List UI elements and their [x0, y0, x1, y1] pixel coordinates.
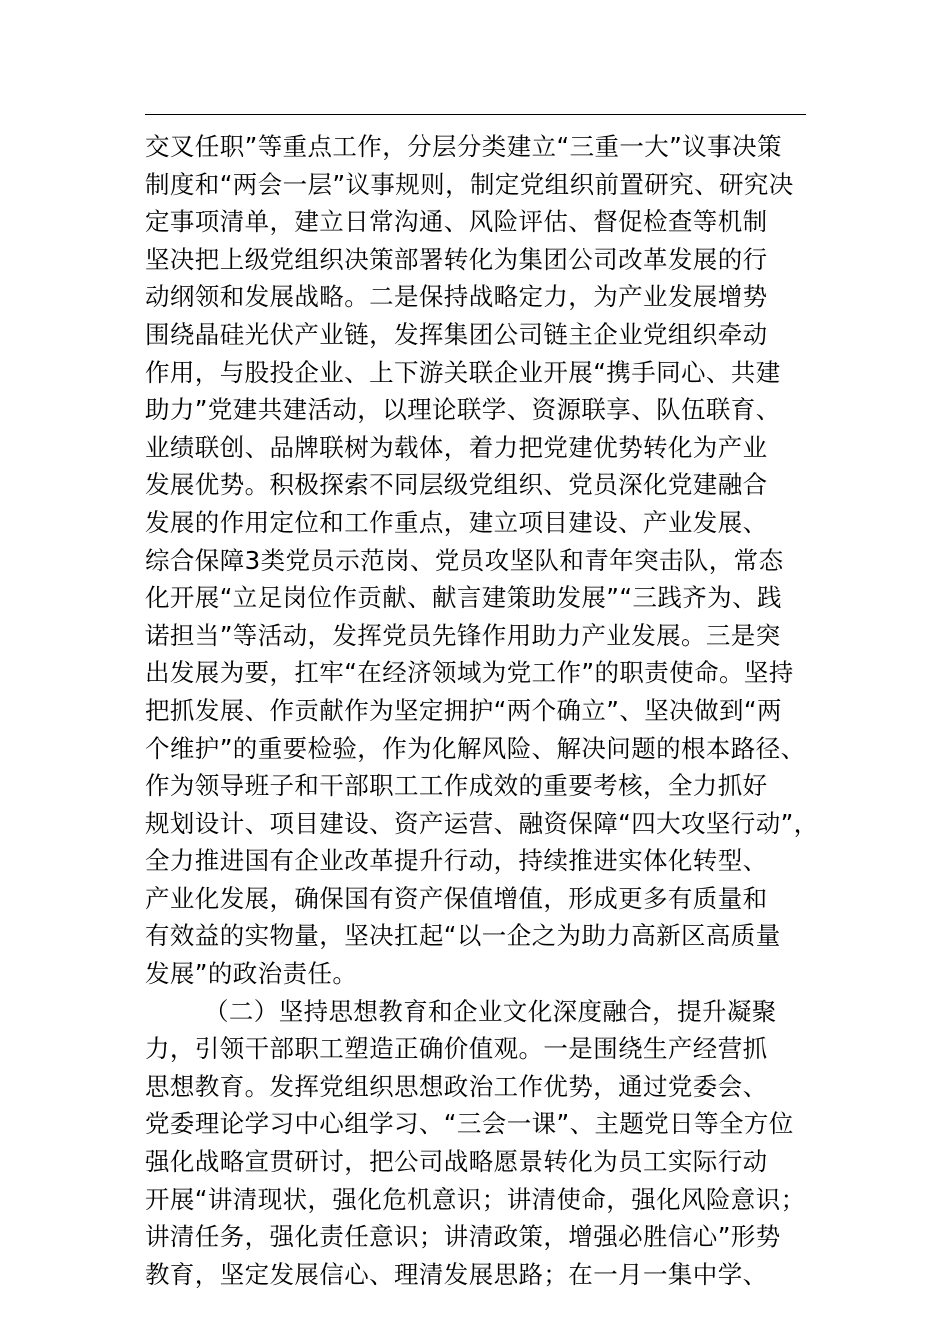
document-body	[145, 128, 835, 1293]
text-line: 力，引领干部职工塑造正确价值观。一是围绕生产经营抓	[145, 1034, 768, 1064]
text-line: 作用，与股投企业、上下游关联企业开展“携手同心、共建	[145, 357, 781, 387]
text-line: 发展的作用定位和工作重点，建立项目建设、产业发展、	[145, 507, 768, 537]
text-line: 出发展为要，扛牢“在经济领域为党工作”的职责使命。坚持	[145, 658, 794, 688]
text-line: 讲清任务，强化责任意识；讲清政策，增强必胜信心”形势	[145, 1222, 781, 1252]
text-line: 助力”党建共建活动，以理论联学、资源联享、队伍联育、	[145, 395, 781, 425]
text-line: 规划设计、项目建设、资产运营、融资保障“四大攻坚行动”，	[145, 808, 819, 838]
text-line: 制度和“两会一层”议事规则，制定党组织前置研究、研究决	[145, 169, 794, 199]
text-line: 坚决把上级党组织决策部署转化为集团公司改革发展的行	[145, 244, 768, 274]
text-line: 发展”的政治责任。	[145, 959, 358, 989]
text-line: 定事项清单，建立日常沟通、风险评估、督促检查等机制	[145, 207, 768, 237]
text-line: 诺担当”等活动，发挥党员先锋作用助力产业发展。三是突	[145, 620, 781, 650]
text-line: 综合保障3类党员示范岗、党员攻坚队和青年突击队，常态	[145, 545, 784, 575]
text-line: 产业化发展，确保国有资产保值增值，形成更多有质量和	[145, 883, 768, 913]
text-line: 围绕晶硅光伏产业链，发挥集团公司链主企业党组织牵动	[145, 319, 768, 349]
text-line: 开展“讲清现状，强化危机意识；讲清使命，强化风险意识；	[145, 1184, 806, 1214]
text-line: 化开展“立足岗位作贡献、献言建策助发展”“三践齐为、践	[145, 583, 782, 613]
text-line: 思想教育。发挥党组织思想政治工作优势，通过党委会、	[145, 1071, 768, 1101]
text-line: 发展优势。积极探索不同层级党组织、党员深化党建融合	[145, 470, 768, 500]
text-line: 全力推进国有企业改革提升行动，持续推进实体化转型、	[145, 846, 768, 876]
text-line: 动纲领和发展战略。二是保持战略定力，为产业发展增势	[145, 282, 768, 312]
text-line: 把抓发展、作贡献作为坚定拥护“两个确立”、坚决做到“两	[145, 695, 782, 725]
text-line: 业绩联创、品牌联树为载体，着力把党建优势转化为产业	[145, 432, 768, 462]
text-line: 有效益的实物量，坚决扛起“以一企之为助力高新区高质量	[145, 921, 781, 951]
text-line: 交叉任职”等重点工作，分层分类建立“三重一大”议事决策	[145, 132, 782, 161]
section-heading-line: （二）坚持思想教育和企业文化深度融合，提升凝聚	[204, 996, 777, 1026]
header-rule	[145, 114, 806, 115]
text-line: 强化战略宣贯研讨，把公司战略愿景转化为员工实际行动	[145, 1147, 768, 1177]
text-line: 个维护”的重要检验，作为化解风险、解决问题的根本路径、	[145, 733, 806, 763]
text-line: 教育，坚定发展信心、理清发展思路；在一月一集中学、	[145, 1259, 768, 1289]
text-line: 作为领导班子和干部职工工作成效的重要考核，全力抓好	[145, 771, 768, 801]
text-line: 党委理论学习中心组学习、“三会一课”、主题党日等全方位	[145, 1109, 794, 1139]
